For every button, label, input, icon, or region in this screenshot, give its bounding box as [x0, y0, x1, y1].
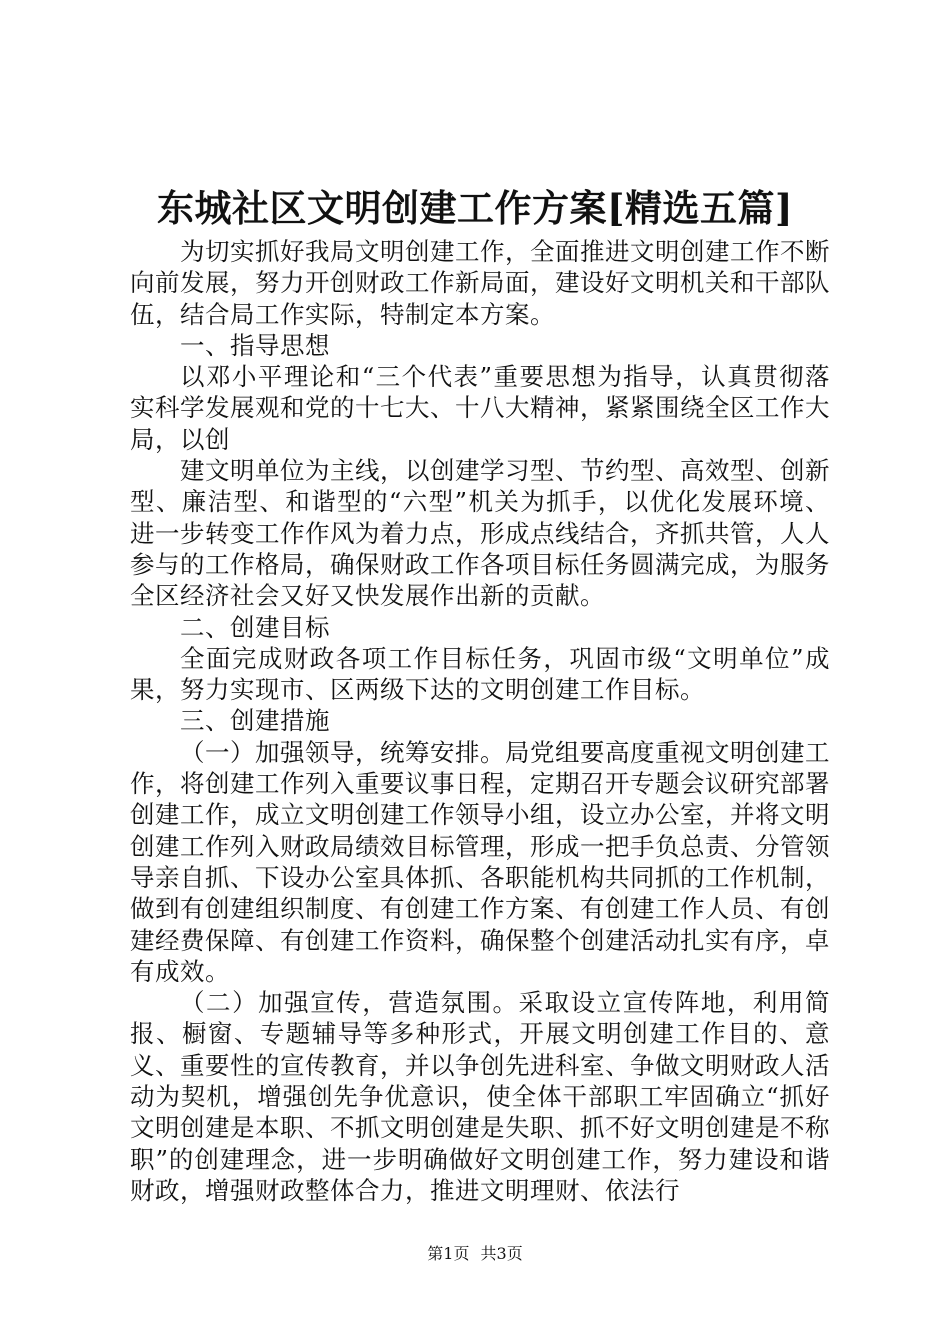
section-heading-guiding-thought: 一、指导思想 — [180, 330, 330, 360]
guiding-thought-continued-paragraph: 建文明单位为主线，以创建学习型、节约型、高效型、创新型、廉洁型、和谐型的“六型”机关为抓手，以优化发展环境、进一步转变工作作风为着力点，形成点线结合，齐抓共管，人人参与的工作格局，确保财政工作各项目标任务圆满完成，为服务全区经济社会又好又快发展作出新的贡献。 — [130, 456, 830, 611]
section-heading-measures: 三、创建措施 — [180, 706, 330, 736]
page-footer — [0, 1243, 950, 1265]
measure-two-paragraph: （二）加强宣传，营造氛围。采取设立宣传阵地，利用简报、橱窗、专题辅导等多种形式，开展文明创建工作目的、意义、重要性的宣传教育，并以争创先进科室、争做文明财政人活动为契机，增强创先争优意识，使全体干部职工牢固确立“抓好文明创建是本职、不抓文明创建是失职、抓不好文明创建是不称职”的创建理念，进一步明确做好文明创建工作，努力建设和谐财政，增强财政整体合力，推进文明理财、依法行 — [130, 988, 830, 1205]
measure-one-paragraph: （一）加强领导，统筹安排。局党组要高度重视文明创建工作，将创建工作列入重要议事日程，定期召开专题会议研究部署创建工作，成立文明创建工作领导小组，设立办公室，并将文明创建工作列入财政局绩效目标管理，形成一把手负总责、分管领导亲自抓、下设办公室具体抓、各职能机构共同抓的工作机制，做到有创建组织制度、有创建工作方案、有创建工作人员、有创建经费保障、有创建工作资料，确保整个创建活动扎实有序，卓有成效。 — [130, 737, 830, 986]
guiding-thought-paragraph: 以邓小平理论和“三个代表”重要思想为指导，认真贯彻落实科学发展观和党的十七大、十八大精神，紧紧围绕全区工作大局，以创 — [130, 362, 830, 454]
page-number: 第1页 — [427, 1244, 470, 1263]
intro-paragraph: 为切实抓好我局文明创建工作，全面推进文明创建工作不断向前发展，努力开创财政工作新局面，建设好文明机关和干部队伍，结合局工作实际，特制定本方案。 — [130, 237, 830, 329]
goals-paragraph: 全面完成财政各项工作目标任务，巩固市级“文明单位”成果，努力实现市、区两级下达的文明创建工作目标。 — [130, 643, 830, 705]
page-total: 共3页 — [480, 1244, 523, 1263]
document-body — [130, 236, 830, 1206]
document-title: 东城社区文明创建工作方案[精选五篇] — [156, 186, 793, 230]
section-heading-goals: 二、创建目标 — [180, 612, 330, 642]
